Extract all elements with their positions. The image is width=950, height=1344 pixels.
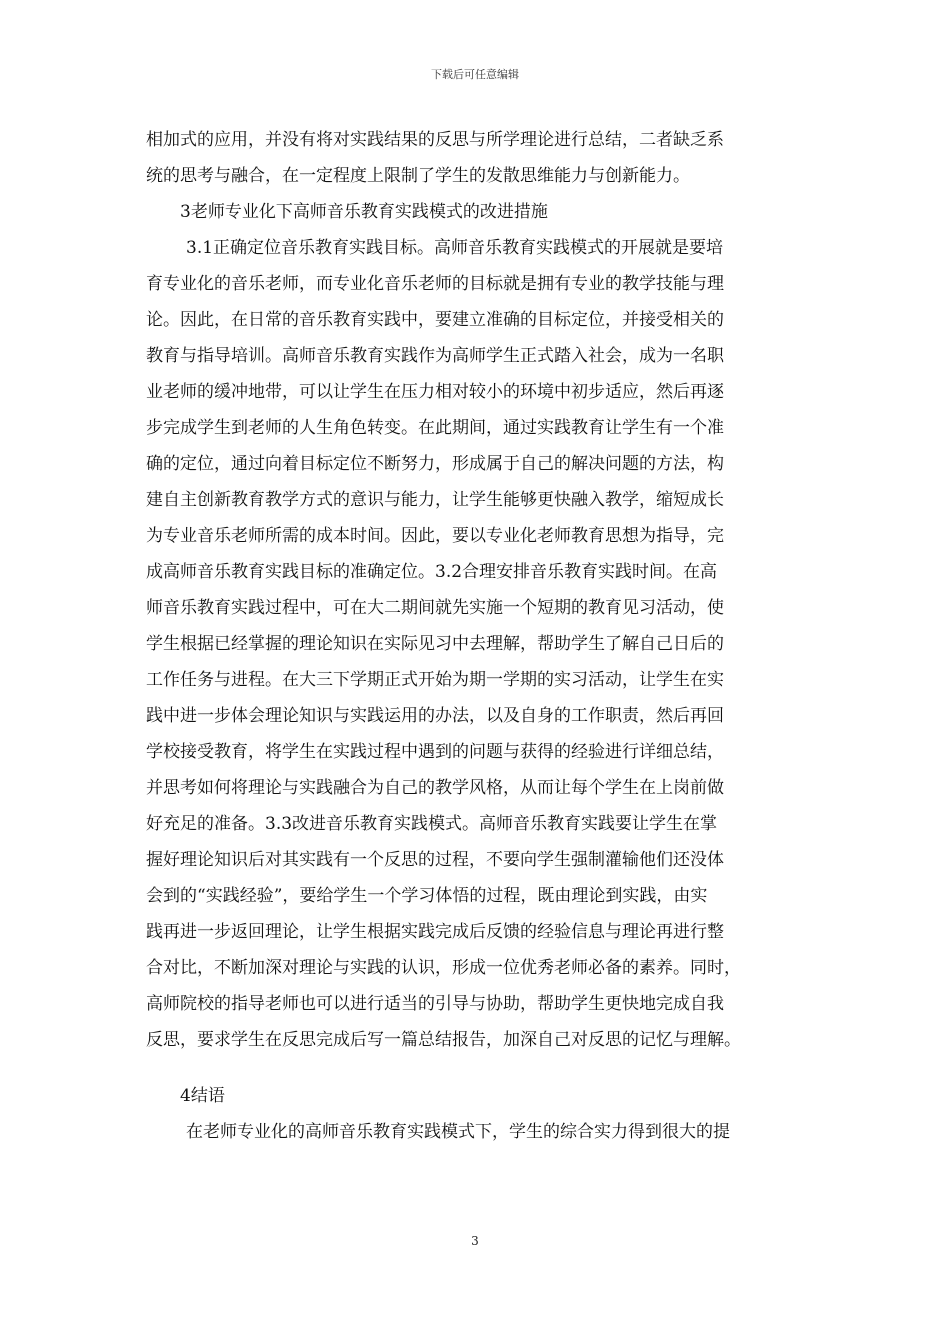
paragraph-line: 高师院校的指导老师也可以进行适当的引导与协助，帮助学生更快地完成自我 bbox=[146, 994, 724, 1014]
paragraph-line: 确的定位，通过向着目标定位不断努力，形成属于自己的解决问题的方法，构 bbox=[146, 454, 724, 474]
conclusion-heading: 4结语 bbox=[180, 1086, 225, 1106]
paragraph-line: 论。因此，在日常的音乐教育实践中，要建立准确的目标定位，并接受相关的 bbox=[146, 310, 724, 330]
paragraph-line: 践再进一步返回理论，让学生根据实践完成后反馈的经验信息与理论再进行整 bbox=[146, 922, 724, 942]
paragraph-line: 统的思考与融合，在一定程度上限制了学生的发散思维能力与创新能力。 bbox=[146, 166, 690, 186]
paragraph-line: 合对比，不断加深对理论与实践的认识，形成一位优秀老师必备的素养。同时， bbox=[146, 958, 741, 978]
paragraph-line: 业老师的缓冲地带，可以让学生在压力相对较小的环境中初步适应，然后再逐 bbox=[146, 382, 724, 402]
paragraph-line: 学校接受教育，将学生在实践过程中遇到的问题与获得的经验进行详细总结， bbox=[146, 742, 724, 762]
paragraph-line: 并思考如何将理论与实践融合为自己的教学风格，从而让每个学生在上岗前做 bbox=[146, 778, 724, 798]
paragraph-line: 工作任务与进程。在大三下学期正式开始为期一学期的实习活动，让学生在实 bbox=[146, 670, 724, 690]
paragraph-line: 好充足的准备。3.3改进音乐教育实践模式。高师音乐教育实践要让学生在掌 bbox=[146, 814, 718, 834]
paragraph-line: 步完成学生到老师的人生角色转变。在此期间，通过实践教育让学生有一个准 bbox=[146, 418, 724, 438]
paragraph-line: 建自主创新教育教学方式的意识与能力，让学生能够更快融入教学，缩短成长 bbox=[146, 490, 724, 510]
paragraph-line: 学生根据已经掌握的理论知识在实际见习中去理解，帮助学生了解自己日后的 bbox=[146, 634, 724, 654]
paragraph-line: 相加式的应用，并没有将对实践结果的反思与所学理论进行总结，二者缺乏系 bbox=[146, 130, 724, 150]
paragraph-line: 会到的“实践经验”，要给学生一个学习体悟的过程，既由理论到实践，由实 bbox=[146, 886, 708, 906]
paragraph-line: 握好理论知识后对其实践有一个反思的过程，不要向学生强制灌输他们还没体 bbox=[146, 850, 724, 870]
paragraph-line: 成高师音乐教育实践目标的准确定位。3.2合理安排音乐教育实践时间。在高 bbox=[146, 562, 718, 582]
document-body bbox=[146, 122, 808, 1150]
paragraph-line: 在老师专业化的高师音乐教育实践模式下，学生的综合实力得到很大的提 bbox=[186, 1122, 730, 1142]
paragraph-line: 育专业化的音乐老师，而专业化音乐老师的目标就是拥有专业的教学技能与理 bbox=[146, 274, 724, 294]
section-heading: 3老师专业化下高师音乐教育实践模式的改进措施 bbox=[180, 202, 548, 222]
paragraph-line: 反思，要求学生在反思完成后写一篇总结报告，加深自己对反思的记忆与理解。 bbox=[146, 1030, 741, 1050]
paragraph-line: 师音乐教育实践过程中，可在大二期间就先实施一个短期的教育见习活动，使 bbox=[146, 598, 724, 618]
paragraph-line: 为专业音乐老师所需的成本时间。因此，要以专业化老师教育思想为指导，完 bbox=[146, 526, 724, 546]
paragraph-line: 教育与指导培训。高师音乐教育实践作为高师学生正式踏入社会，成为一名职 bbox=[146, 346, 724, 366]
paragraph-line: 践中进一步体会理论知识与实践运用的办法，以及自身的工作职责，然后再回 bbox=[146, 706, 724, 726]
paragraph-line: 3.1正确定位音乐教育实践目标。高师音乐教育实践模式的开展就是要培 bbox=[186, 238, 724, 258]
page-header: 下载后可任意编辑 bbox=[431, 68, 519, 81]
paragraph-gap bbox=[146, 1058, 808, 1078]
page-number: 3 bbox=[471, 1234, 479, 1248]
